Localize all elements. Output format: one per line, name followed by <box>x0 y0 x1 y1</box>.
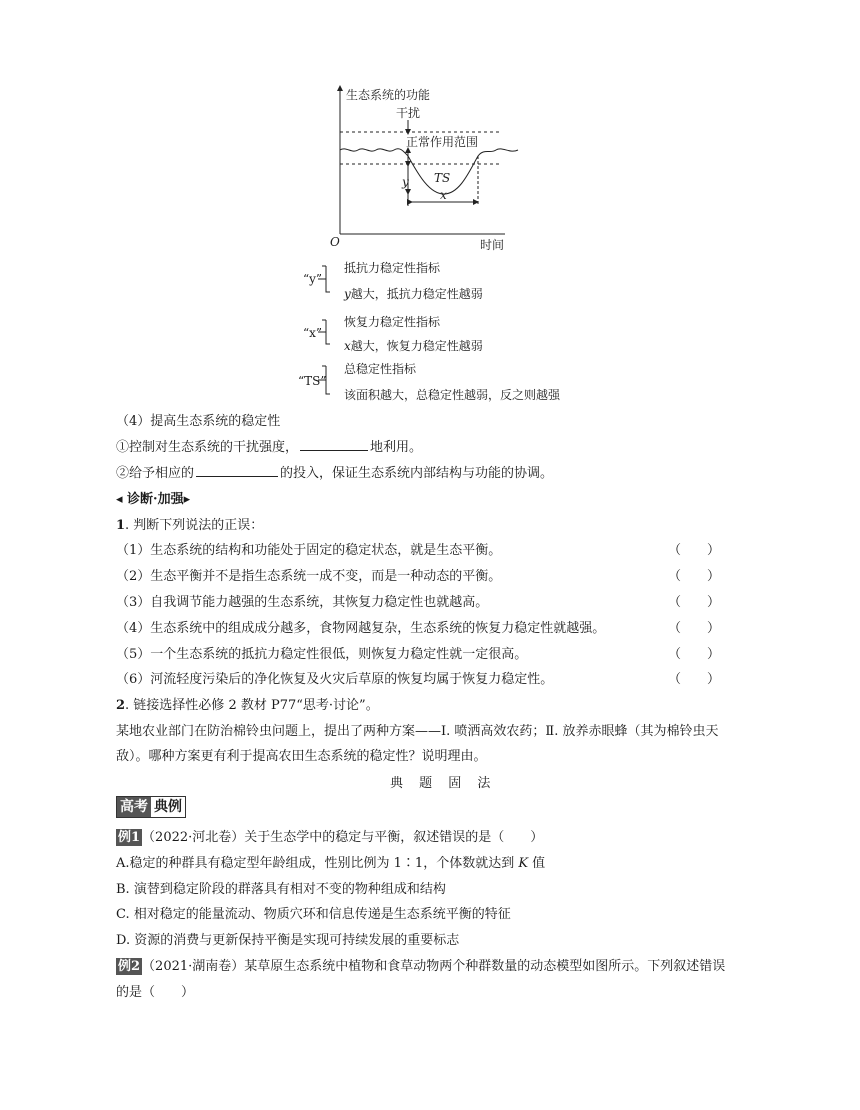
legend-x-line2: x越大，恢复力稳定性越弱 <box>344 339 483 353</box>
example-1-tag: 例1 <box>118 830 141 845</box>
legend-ts-key: “TS” <box>298 374 327 388</box>
judgment-item: （3）自我调节能力越强的生态系统，其恢复力稳定性也就越高。 <box>116 595 489 610</box>
judgment-item: （5）一个生态系统的抵抗力稳定性很低，则恢复力稳定性就一定很高。 <box>116 647 528 662</box>
example-1-option-a: A.稳定的种群具有稳定型年龄组成，性别比例为 1∶1，个体数就达到 K 值 <box>116 856 546 871</box>
legend-y-line2: y越大，抵抗力稳定性越弱 <box>344 287 483 301</box>
x-axis-label: 时间 <box>480 238 505 252</box>
answer-paren: （ ） <box>668 647 721 662</box>
example-1-option-c: C. 相对稳定的能量流动、物质穴环和信息传递是生态系统平衡的特征 <box>116 907 511 922</box>
diagnosis-heading: ◂ 诊断·加强▸ <box>116 492 191 507</box>
legend-y-line1: 抵抗力稳定性指标 <box>344 261 441 275</box>
question-2-body-line1: 某地农业部门在防治棉铃虫问题上，提出了两种方案——Ⅰ. 喷洒高效农药；Ⅱ. 放养赤眼蜂（其为棉铃虫天 <box>116 724 719 739</box>
x-var-label: x <box>440 188 447 202</box>
section4-item1: ①控制对生态系统的干扰强度， 地利用。 <box>116 440 423 455</box>
legend-ts-line2: 该面积越大，总稳定性越弱，反之则越强 <box>344 388 561 402</box>
answer-paren: （ ） <box>668 621 721 636</box>
answer-paren: （ ） <box>668 569 721 584</box>
question-2-body-line2: 敌）。哪种方案更有利于提高农田生态系统的稳定性？说明理由。 <box>116 749 487 764</box>
fill-blank-1 <box>300 438 368 451</box>
normal-range-label: 正常作用范围 <box>406 135 479 149</box>
fill-blank-2 <box>196 464 278 477</box>
example-2-tag: 例2 <box>118 959 141 974</box>
example-2-stem: 例2 （2021·湖南卷）某草原生态系统中植物和食草动物两个种群数量的动态模型如图所示。下列叙述错误 <box>118 959 726 974</box>
judgment-item: （4）生态系统中的组成成分越多，食物网越复杂，生态系统的恢复力稳定性就越强。 <box>116 621 606 636</box>
legend-x-key: “x” <box>303 326 323 340</box>
gaokao-example-tag: 高考 典例 <box>116 796 186 818</box>
ts-label: TS <box>434 171 451 185</box>
example-1-option-b: B. 演替到稳定阶段的群落具有相对不变的物种组成和结构 <box>116 882 446 897</box>
y-var-label: y <box>402 175 409 189</box>
disturbance-label: 干扰 <box>396 106 421 120</box>
answer-paren: （ ） <box>668 672 721 687</box>
stability-diagram <box>300 84 540 254</box>
legend-x-line1: 恢复力稳定性指标 <box>344 315 441 329</box>
example-2-stem-line2: 的是（ ） <box>116 985 195 1000</box>
judgment-item: （1）生态系统的结构和功能处于固定的稳定状态，就是生态平衡。 <box>116 543 502 558</box>
origin-label: O <box>330 235 340 249</box>
answer-paren: （ ） <box>668 595 721 610</box>
section4-title: （4）提高生态系统的稳定性 <box>116 414 281 429</box>
judgment-item: （6）河流轻度污染后的净化恢复及火灾后草原的恢复均属于恢复力稳定性。 <box>116 672 554 687</box>
legend-y-key: “y” <box>303 272 323 286</box>
question-1: 1. 判断下列说法的正误： <box>116 518 264 533</box>
section-title: 典 题 固 法 <box>390 776 497 791</box>
judgment-item: （2）生态平衡并不是指生态系统一成不变，而是一种动态的平衡。 <box>116 569 502 584</box>
example-1-option-d: D. 资源的消费与更新保持平衡是实现可持续发展的重要标志 <box>116 933 460 948</box>
answer-paren: （ ） <box>668 543 721 558</box>
example-1-stem: 例1 （2022·河北卷）关于生态学中的稳定与平衡，叙述错误的是（ ） <box>118 830 544 845</box>
legend-ts-line1: 总稳定性指标 <box>344 362 417 376</box>
question-2: 2. 链接选择性必修 2 教材 P77“思考·讨论”。 <box>116 698 379 713</box>
y-axis-label: 生态系统的功能 <box>346 88 431 102</box>
function-curve <box>340 149 518 194</box>
section4-item2: ②给予相应的 的投入，保证生态系统内部结构与功能的协调。 <box>116 466 554 481</box>
